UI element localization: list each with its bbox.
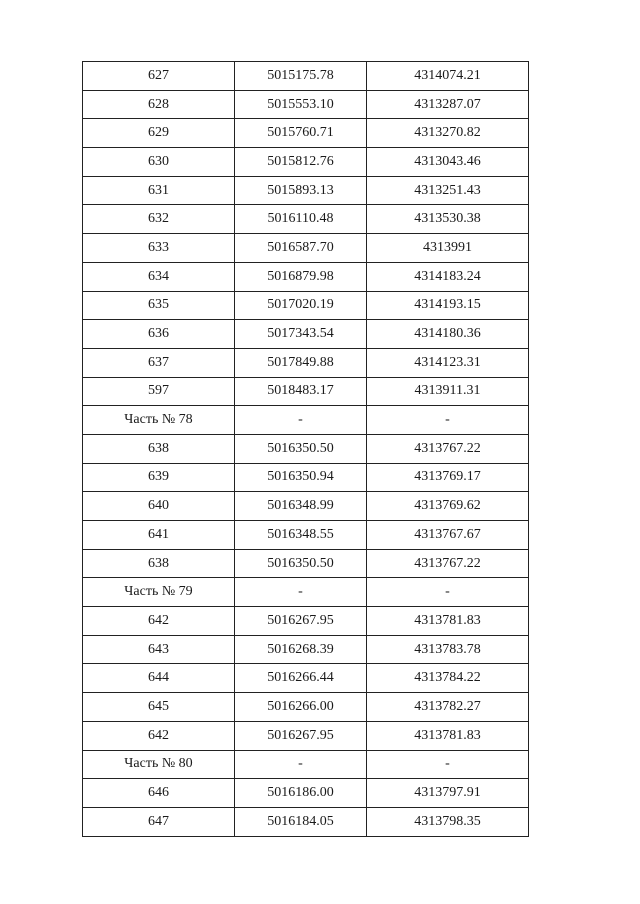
point-number-cell: 644 xyxy=(83,664,235,693)
point-number-cell: 635 xyxy=(83,291,235,320)
x-coordinate-cell: - xyxy=(235,750,367,779)
point-number-cell: 643 xyxy=(83,635,235,664)
table-row xyxy=(83,664,529,693)
x-coordinate-cell: 5017849.88 xyxy=(235,348,367,377)
point-number-cell: 647 xyxy=(83,807,235,836)
y-coordinate-cell: 4313769.62 xyxy=(367,492,529,521)
y-coordinate-cell: 4313798.35 xyxy=(367,807,529,836)
x-coordinate-cell: 5016266.00 xyxy=(235,693,367,722)
x-coordinate-cell: 5016184.05 xyxy=(235,807,367,836)
point-number-cell: 642 xyxy=(83,721,235,750)
y-coordinate-cell: 4313043.46 xyxy=(367,148,529,177)
x-coordinate-cell: 5015175.78 xyxy=(235,62,367,91)
y-coordinate-cell: 4313767.22 xyxy=(367,549,529,578)
point-number-cell: 629 xyxy=(83,119,235,148)
table-row xyxy=(83,406,529,435)
table-row xyxy=(83,492,529,521)
y-coordinate-cell: 4313781.83 xyxy=(367,721,529,750)
y-coordinate-cell: 4313769.17 xyxy=(367,463,529,492)
y-coordinate-cell: 4314193.15 xyxy=(367,291,529,320)
point-number-cell: 628 xyxy=(83,90,235,119)
x-coordinate-cell: 5017343.54 xyxy=(235,320,367,349)
point-number-cell: 630 xyxy=(83,148,235,177)
y-coordinate-cell: 4313784.22 xyxy=(367,664,529,693)
point-number-cell: 627 xyxy=(83,62,235,91)
x-coordinate-cell: 5016350.50 xyxy=(235,434,367,463)
x-coordinate-cell: 5016110.48 xyxy=(235,205,367,234)
y-coordinate-cell: 4313767.22 xyxy=(367,434,529,463)
x-coordinate-cell: 5016268.39 xyxy=(235,635,367,664)
table-row xyxy=(83,721,529,750)
table-row xyxy=(83,463,529,492)
x-coordinate-cell: 5016267.95 xyxy=(235,721,367,750)
point-number-cell: Часть № 78 xyxy=(83,406,235,435)
y-coordinate-cell: - xyxy=(367,750,529,779)
point-number-cell: Часть № 79 xyxy=(83,578,235,607)
x-coordinate-cell: 5016348.99 xyxy=(235,492,367,521)
y-coordinate-cell: 4313991 xyxy=(367,234,529,263)
x-coordinate-cell: 5015553.10 xyxy=(235,90,367,119)
y-coordinate-cell: 4313783.78 xyxy=(367,635,529,664)
point-number-cell: 641 xyxy=(83,521,235,550)
x-coordinate-cell: 5016267.95 xyxy=(235,607,367,636)
table-row xyxy=(83,205,529,234)
coordinates-table-body xyxy=(83,62,529,837)
point-number-cell: 639 xyxy=(83,463,235,492)
y-coordinate-cell: 4314183.24 xyxy=(367,262,529,291)
table-row xyxy=(83,90,529,119)
table-row xyxy=(83,320,529,349)
table-row xyxy=(83,148,529,177)
table-row xyxy=(83,807,529,836)
table-row xyxy=(83,779,529,808)
table-row xyxy=(83,377,529,406)
x-coordinate-cell: 5017020.19 xyxy=(235,291,367,320)
point-number-cell: 633 xyxy=(83,234,235,263)
y-coordinate-cell: - xyxy=(367,578,529,607)
y-coordinate-cell: 4313251.43 xyxy=(367,176,529,205)
point-number-cell: 636 xyxy=(83,320,235,349)
y-coordinate-cell: - xyxy=(367,406,529,435)
x-coordinate-cell: 5016587.70 xyxy=(235,234,367,263)
point-number-cell: 645 xyxy=(83,693,235,722)
table-row xyxy=(83,693,529,722)
table-row xyxy=(83,607,529,636)
x-coordinate-cell: 5016350.94 xyxy=(235,463,367,492)
y-coordinate-cell: 4313530.38 xyxy=(367,205,529,234)
table-row xyxy=(83,262,529,291)
point-number-cell: 638 xyxy=(83,549,235,578)
x-coordinate-cell: 5016350.50 xyxy=(235,549,367,578)
point-number-cell: 642 xyxy=(83,607,235,636)
table-row xyxy=(83,578,529,607)
x-coordinate-cell: 5016348.55 xyxy=(235,521,367,550)
point-number-cell: 638 xyxy=(83,434,235,463)
y-coordinate-cell: 4313782.27 xyxy=(367,693,529,722)
point-number-cell: 637 xyxy=(83,348,235,377)
x-coordinate-cell: 5016186.00 xyxy=(235,779,367,808)
y-coordinate-cell: 4313911.31 xyxy=(367,377,529,406)
table-row xyxy=(83,291,529,320)
table-row xyxy=(83,176,529,205)
coordinates-table xyxy=(82,61,529,837)
y-coordinate-cell: 4314180.36 xyxy=(367,320,529,349)
x-coordinate-cell: 5016266.44 xyxy=(235,664,367,693)
point-number-cell: 632 xyxy=(83,205,235,234)
point-number-cell: 646 xyxy=(83,779,235,808)
x-coordinate-cell: 5018483.17 xyxy=(235,377,367,406)
table-row xyxy=(83,234,529,263)
point-number-cell: 631 xyxy=(83,176,235,205)
table-row xyxy=(83,119,529,148)
y-coordinate-cell: 4314074.21 xyxy=(367,62,529,91)
table-row xyxy=(83,521,529,550)
x-coordinate-cell: - xyxy=(235,406,367,435)
y-coordinate-cell: 4313287.07 xyxy=(367,90,529,119)
x-coordinate-cell: 5016879.98 xyxy=(235,262,367,291)
table-row xyxy=(83,348,529,377)
table-row xyxy=(83,750,529,779)
x-coordinate-cell: - xyxy=(235,578,367,607)
y-coordinate-cell: 4313781.83 xyxy=(367,607,529,636)
table-row xyxy=(83,434,529,463)
table-row xyxy=(83,62,529,91)
x-coordinate-cell: 5015812.76 xyxy=(235,148,367,177)
table-row xyxy=(83,635,529,664)
point-number-cell: Часть № 80 xyxy=(83,750,235,779)
point-number-cell: 640 xyxy=(83,492,235,521)
x-coordinate-cell: 5015893.13 xyxy=(235,176,367,205)
y-coordinate-cell: 4314123.31 xyxy=(367,348,529,377)
point-number-cell: 634 xyxy=(83,262,235,291)
y-coordinate-cell: 4313270.82 xyxy=(367,119,529,148)
table-row xyxy=(83,549,529,578)
y-coordinate-cell: 4313797.91 xyxy=(367,779,529,808)
point-number-cell: 597 xyxy=(83,377,235,406)
y-coordinate-cell: 4313767.67 xyxy=(367,521,529,550)
x-coordinate-cell: 5015760.71 xyxy=(235,119,367,148)
